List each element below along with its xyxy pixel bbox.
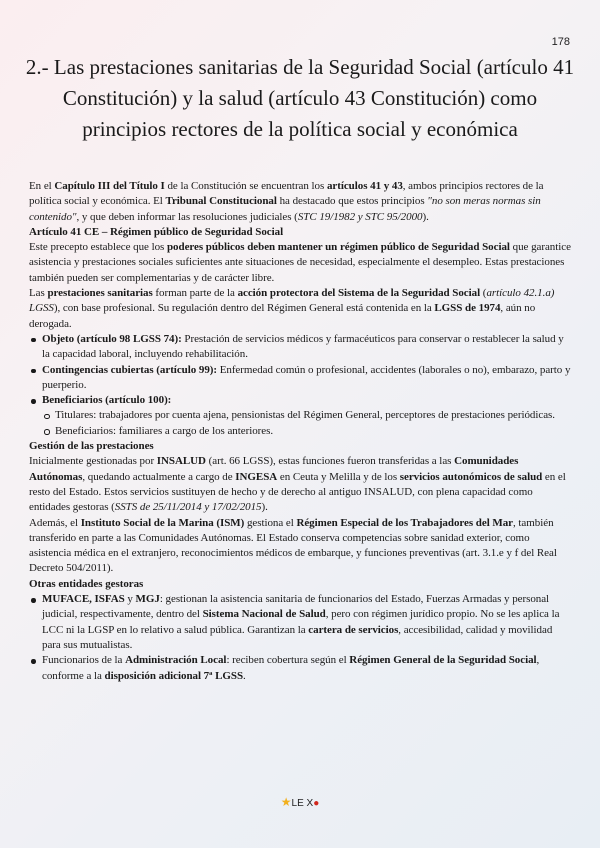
sanitarias-paragraph: Las prestaciones sanitarias forman parte de la acción protectora del Sistema de la Seguridad Social (artículo 42.1.a) LGSS), con base profesional. Su regulación dentro del Régimen General está contenida en la LGSS de 1974, aún no derogada. bbox=[29, 287, 555, 330]
document-body bbox=[29, 179, 571, 684]
beneficiarios-sublist bbox=[42, 408, 571, 439]
gestion-paragraph: Inicialmente gestionadas por INSALUD (art. 66 LGSS), estas funciones fueron transferidas a las Comunidades Autónomas, quedando actualmente a cargo de INGESA en Ceuta y Melilla y de los servicios autonómicos de salud en el resto del Estado. Estos servicios sustituyen de hecho y de derecho al antiguo INSALUD, con plena capacidad como entidades gestoras (SSTS de 25/11/2014 y 17/02/2015). bbox=[29, 455, 566, 514]
star-icon: ★ bbox=[280, 795, 292, 809]
brand-text: LE X bbox=[291, 798, 314, 809]
sublist-item-familiares: Beneficiarios: familiares a cargo de los anteriores. bbox=[42, 424, 571, 439]
ism-paragraph: Además, el Instituto Social de la Marina (ISM) gestiona el Régimen Especial de los Trabajadores del Mar, también transferido en parte a las Comunidades Autónomas. El Estado conserva competencias sobre sanidad exterior, como asistencia médica en el extranjero, reconocimientos médicos de embarque, y funciones preventivas (art. 3.1.e y f del Real Decreto 504/2011). bbox=[29, 516, 557, 575]
page-title: 2.- Las prestaciones sanitarias de la Seguridad Social (artículo 41 Constitución) y la salud (artículo 43 Constitución) como principios rectores de la política social y económica bbox=[25, 55, 575, 141]
footer-logo bbox=[0, 795, 600, 809]
list-item-contingencias: Contingencias cubiertas (artículo 99): Enfermedad común o profesional, accidentes (laborales o no), embarazo, parto y puerperio. bbox=[29, 363, 571, 394]
art41-paragraph: Este precepto establece que los poderes públicos deben mantener un régimen público de Seguridad Social que garantice asistencia y prestaciones sociales suficientes ante situaciones de necesidad, especialmente el desempleo. Estas prestaciones también pueden ser complementarias y de carácter libre. bbox=[29, 241, 571, 284]
list-item-beneficiarios: Beneficiarios (artículo 100): Titulares: trabajadores por cuenta ajena, pensionistas del Régimen General, perceptores de prestaciones periódicas. Beneficiarios: familiares a cargo de los anteriores. bbox=[29, 393, 571, 439]
list-item-muface: MUFACE, ISFAS y MGJ: gestionan la asistencia sanitaria de funcionarios del Estado, Fuerzas Armadas y personal judicial, respectivamente, dentro del Sistema Nacional de Salud, pero con régimen jurídico propio. No se les aplica la LCC ni la LGSP en lo relativo a salud pública. Garantizan la cartera de servicios, accesibilidad, calidad y movilidad para sus mutualistas. bbox=[29, 592, 571, 653]
gestion-heading: Gestión de las prestaciones bbox=[29, 440, 154, 453]
otras-list bbox=[29, 592, 571, 684]
list-item-objeto: Objeto (artículo 98 LGSS 74): Prestación de servicios médicos y farmacéuticos para conservar o restablecer la salud y la capacidad laboral, incluyendo rehabilitación. bbox=[29, 332, 571, 363]
drop-icon: ● bbox=[313, 798, 320, 809]
list-item-local: Funcionarios de la Administración Local: reciben cobertura según el Régimen General de la Seguridad Social, conforme a la disposición adicional 7ª LGSS. bbox=[29, 653, 571, 684]
prestaciones-list bbox=[29, 332, 571, 439]
intro-paragraph: En el Capítulo III del Título I de la Constitución se encuentran los artículos 41 y 43, ambos principios rectores de la política social y económica. El Tribunal Constitucional ha destacado que estos principios "no son meras normas sin contenido", y que deben informar las resoluciones judiciales (STC 19/1982 y STC 95/2000). bbox=[29, 180, 544, 223]
otras-heading: Otras entidades gestoras bbox=[29, 577, 144, 590]
art41-heading: Artículo 41 CE – Régimen público de Seguridad Social bbox=[29, 225, 284, 238]
page-number: 178 bbox=[551, 36, 570, 48]
sublist-item-titulares: Titulares: trabajadores por cuenta ajena, pensionistas del Régimen General, perceptores de prestaciones periódicas. bbox=[42, 408, 571, 423]
